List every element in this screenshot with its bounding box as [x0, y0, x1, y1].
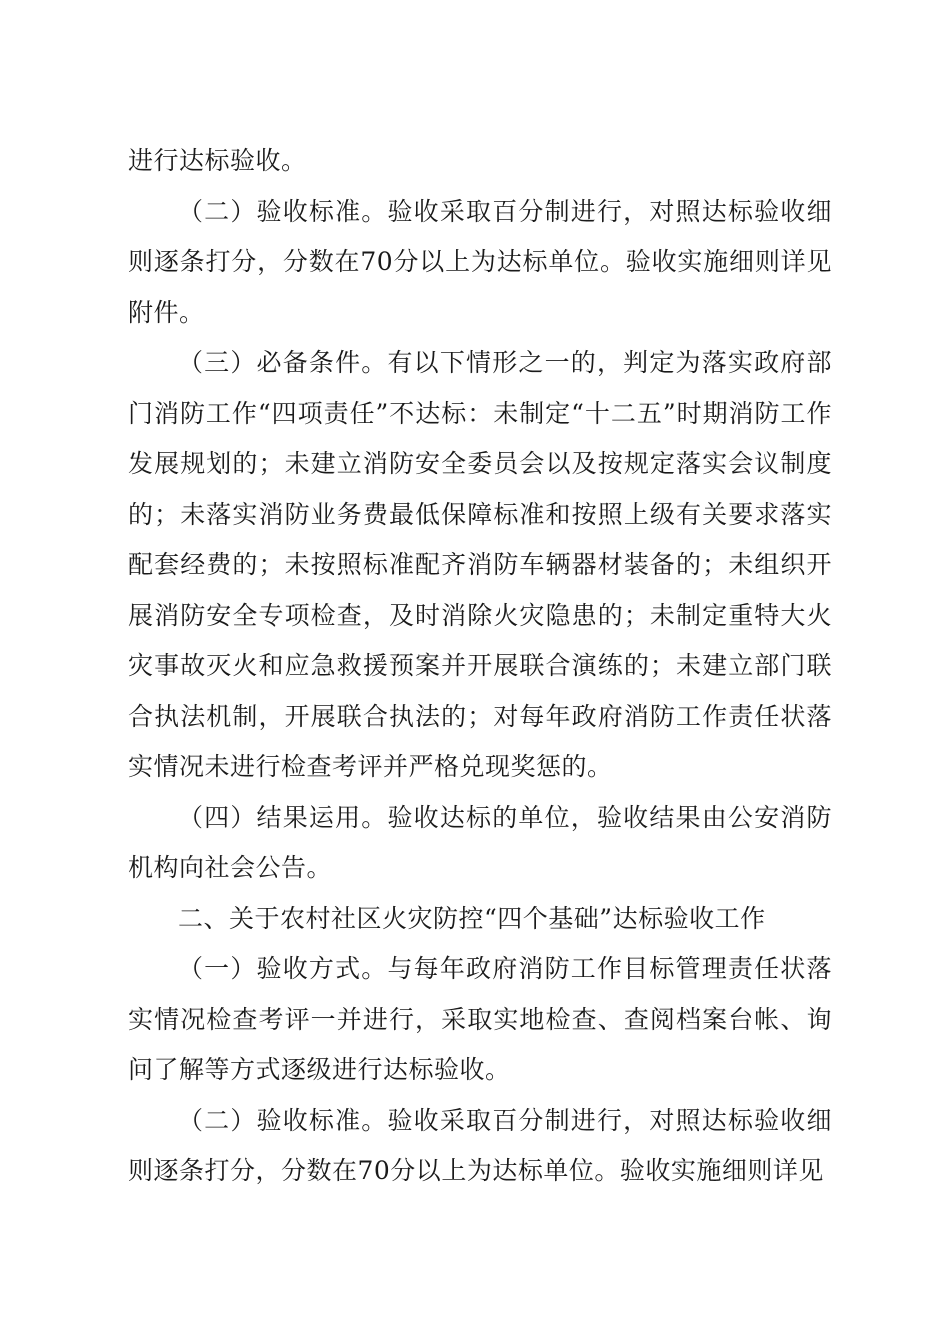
paragraph-acceptance-method: （一）验收方式。与每年政府消防工作目标管理责任状落实情况检查考评一并进行，采取实地检查、查阅档案台帐、询问了解等方式逐级进行达标验收。 [128, 954, 832, 1084]
section-heading-rural-community: 二、关于农村社区火灾防控“四个基础”达标验收工作 [178, 903, 766, 933]
paragraph-result-application: （四）结果运用。验收达标的单位，验收结果由公安消防机构向社会公告。 [128, 802, 832, 882]
paragraph-continuation: 进行达标验收。 [128, 146, 307, 175]
paragraph-acceptance-standard-2: （二）验收标准。验收采取百分制进行，对照达标验收细则逐条打分，分数在70分以上为达标单位。验收实施细则详见 [128, 1105, 832, 1185]
document-body [128, 136, 832, 1197]
paragraph-required-conditions: （三）必备条件。有以下情形之一的，判定为落实政府部门消防工作“四项责任”不达标：未制定“十二五”时期消防工作发展规划的；未建立消防安全委员会以及按规定落实会议制度的；未落实消防业务费最低保障标准和按照上级有关要求落实配套经费的；未按照标准配齐消防车辆器材装备的；未组织开展消防安全专项检查，及时消除火灾隐患的；未制定重特大火灾事故灭火和应急救援预案并开展联合演练的；未建立部门联合执法机制，开展联合执法的；对每年政府消防工作责任状落实情况未进行检查考评并严格兑现奖惩的。 [128, 348, 832, 781]
paragraph-acceptance-standard: （二）验收标准。验收采取百分制进行，对照达标验收细则逐条打分，分数在70分以上为达标单位。验收实施细则详见附件。 [128, 196, 832, 327]
